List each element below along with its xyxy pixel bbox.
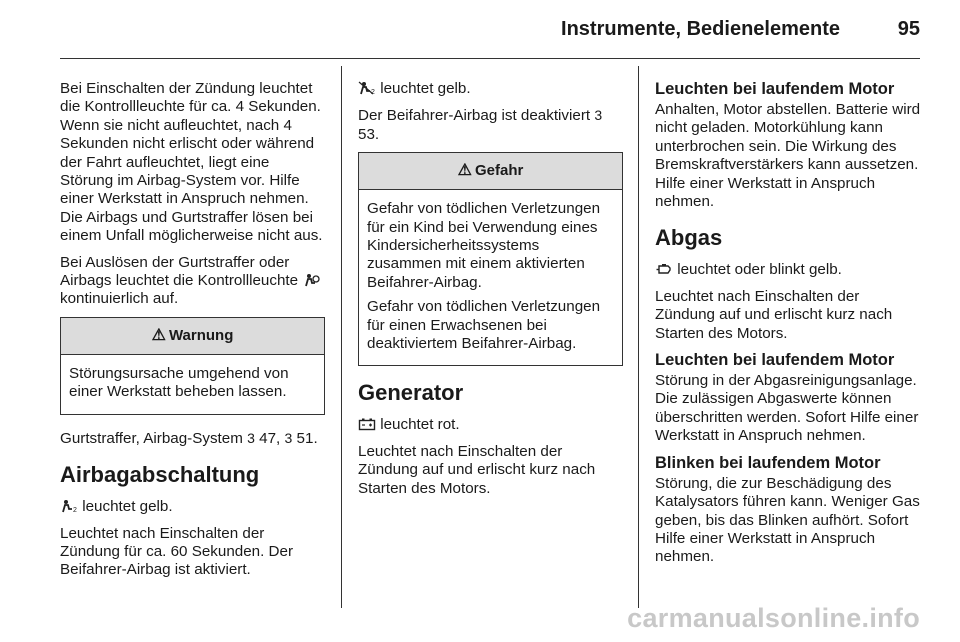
paragraph-text: kontinuierlich auf. bbox=[60, 290, 179, 308]
airbag-warning-icon bbox=[302, 273, 320, 287]
paragraph-text: Der Beifahrer-Airbag ist deaktiviert bbox=[358, 107, 591, 125]
danger-box bbox=[358, 152, 623, 366]
paragraph: Leuchtet nach Einschalten der Zündung auf und erlischt kurz nach Starten des Motors. bbox=[358, 442, 596, 497]
paragraph-text: leuchtet rot. bbox=[380, 416, 460, 434]
paragraph bbox=[60, 429, 325, 448]
page-title: Instrumente, Bedienelemente bbox=[561, 18, 840, 40]
engine-check-icon bbox=[655, 262, 673, 276]
paragraph bbox=[655, 261, 923, 279]
paragraph-text: leuchtet gelb. bbox=[82, 498, 173, 516]
column-divider bbox=[638, 66, 639, 608]
danger-text: Gefahr von tödlichen Verletzungen für ein Kind bei Verwendung eines Kindersicherheitssystems zusammen mit einem aktivierten Beifahrer-Airbag. bbox=[367, 200, 601, 291]
page-number: 95 bbox=[897, 18, 920, 40]
paragraph bbox=[358, 80, 623, 98]
svg-text:2: 2 bbox=[73, 507, 77, 514]
warning-header bbox=[61, 318, 324, 355]
column-3 bbox=[655, 80, 923, 575]
paragraph bbox=[60, 254, 325, 309]
airbag-on-icon bbox=[60, 499, 78, 513]
section-heading: Airbagabschaltung bbox=[60, 462, 260, 488]
page-reference-icon: 3 bbox=[594, 107, 603, 124]
paragraph-text: Gurtstraffer, Airbag-System bbox=[60, 429, 243, 447]
page-header bbox=[0, 0, 960, 62]
paragraph-text: Bei Auslösen der Gurtstraffer oder Airbags leuchtet die Kontrollleuchte bbox=[60, 253, 299, 290]
page-reference-number[interactable]: 51. bbox=[296, 429, 318, 447]
section-heading: Generator bbox=[358, 380, 464, 406]
warning-triangle-icon: ⚠ bbox=[457, 162, 472, 180]
svg-text:2: 2 bbox=[371, 89, 375, 95]
paragraph bbox=[358, 106, 623, 144]
airbag-off-icon bbox=[358, 81, 376, 95]
warning-label: Warnung bbox=[168, 326, 234, 344]
page-reference-number[interactable]: 53. bbox=[358, 125, 380, 143]
subsection-heading: Blinken bei laufendem Motor bbox=[655, 453, 881, 472]
paragraph-text: leuchtet gelb. bbox=[380, 80, 471, 97]
page-reference-icon: 3 bbox=[247, 429, 255, 446]
paragraph-text: leuchtet oder blinkt gelb. bbox=[677, 261, 842, 279]
danger-label: Gefahr bbox=[474, 162, 524, 180]
paragraph: Leuchtet nach Einschalten der Zündung für ca. 60 Sekunden. Der Beifahrer-Airbag ist aktiviert. bbox=[60, 524, 294, 579]
column-1 bbox=[60, 80, 325, 588]
paragraph bbox=[60, 498, 325, 516]
section-heading: Abgas bbox=[655, 225, 723, 251]
paragraph: Anhalten, Motor abstellen. Batterie wird nicht geladen. Motorkühlung kann unterbrochen sein. Die Wirkung des Bremskraftverstärkers kann aussetzen. Hilfe einer Werkstatt in Anspruch nehmen. bbox=[655, 101, 921, 211]
danger-text: Gefahr von tödlichen Verletzungen für einen Erwachsenen bei deaktiviertem Beifahrer-Airbag. bbox=[367, 298, 601, 353]
page-reference-icon: 3 bbox=[284, 429, 293, 446]
header-divider bbox=[60, 58, 920, 59]
warning-text: Störungsursache umgehend von einer Werkstatt beheben lassen. bbox=[69, 364, 289, 401]
watermark: carmanualsonline.info bbox=[627, 603, 920, 633]
page-reference-number[interactable]: 47, bbox=[259, 429, 281, 447]
paragraph: Störung in der Abgasreinigungsanlage. Die zulässigen Abgaswerte können überschritten werden. Sofort Hilfe einer Werkstatt in Anspruch nehmen. bbox=[655, 372, 919, 445]
subsection-heading: Leuchten bei laufendem Motor bbox=[655, 351, 895, 370]
paragraph: Störung, die zur Beschädigung des Katalysators führen kann. Weniger Gas geben, bis das Blinken aufhört. Sofort Hilfe einer Werkstatt in Anspruch nehmen. bbox=[655, 474, 920, 566]
battery-icon bbox=[358, 417, 376, 431]
column-divider bbox=[341, 66, 342, 608]
paragraph: Leuchtet nach Einschalten der Zündung auf und erlischt kurz nach Starten des Motors. bbox=[655, 287, 893, 342]
paragraph: Bei Einschalten der Zündung leuchtet die Kontrollleuchte für ca. 4 Sekunden. Wenn sie nicht aufleuchtet, nach 4 Sekunden nicht erlischt oder während der Fahrt aufleuchtet, liegt eine Störung im Airbag-System vor. Hilfe einer Werkstatt in Anspruch nehmen. Die Airbags und Gurtstraffer lösen bei einem Unfall möglicherweise nicht aus. bbox=[60, 80, 323, 245]
warning-box bbox=[60, 317, 325, 415]
subsection-heading: Leuchten bei laufendem Motor bbox=[655, 80, 895, 98]
paragraph bbox=[358, 416, 623, 434]
warning-triangle-icon: ⚠ bbox=[151, 326, 166, 344]
column-2 bbox=[358, 80, 623, 506]
danger-header bbox=[359, 153, 622, 190]
